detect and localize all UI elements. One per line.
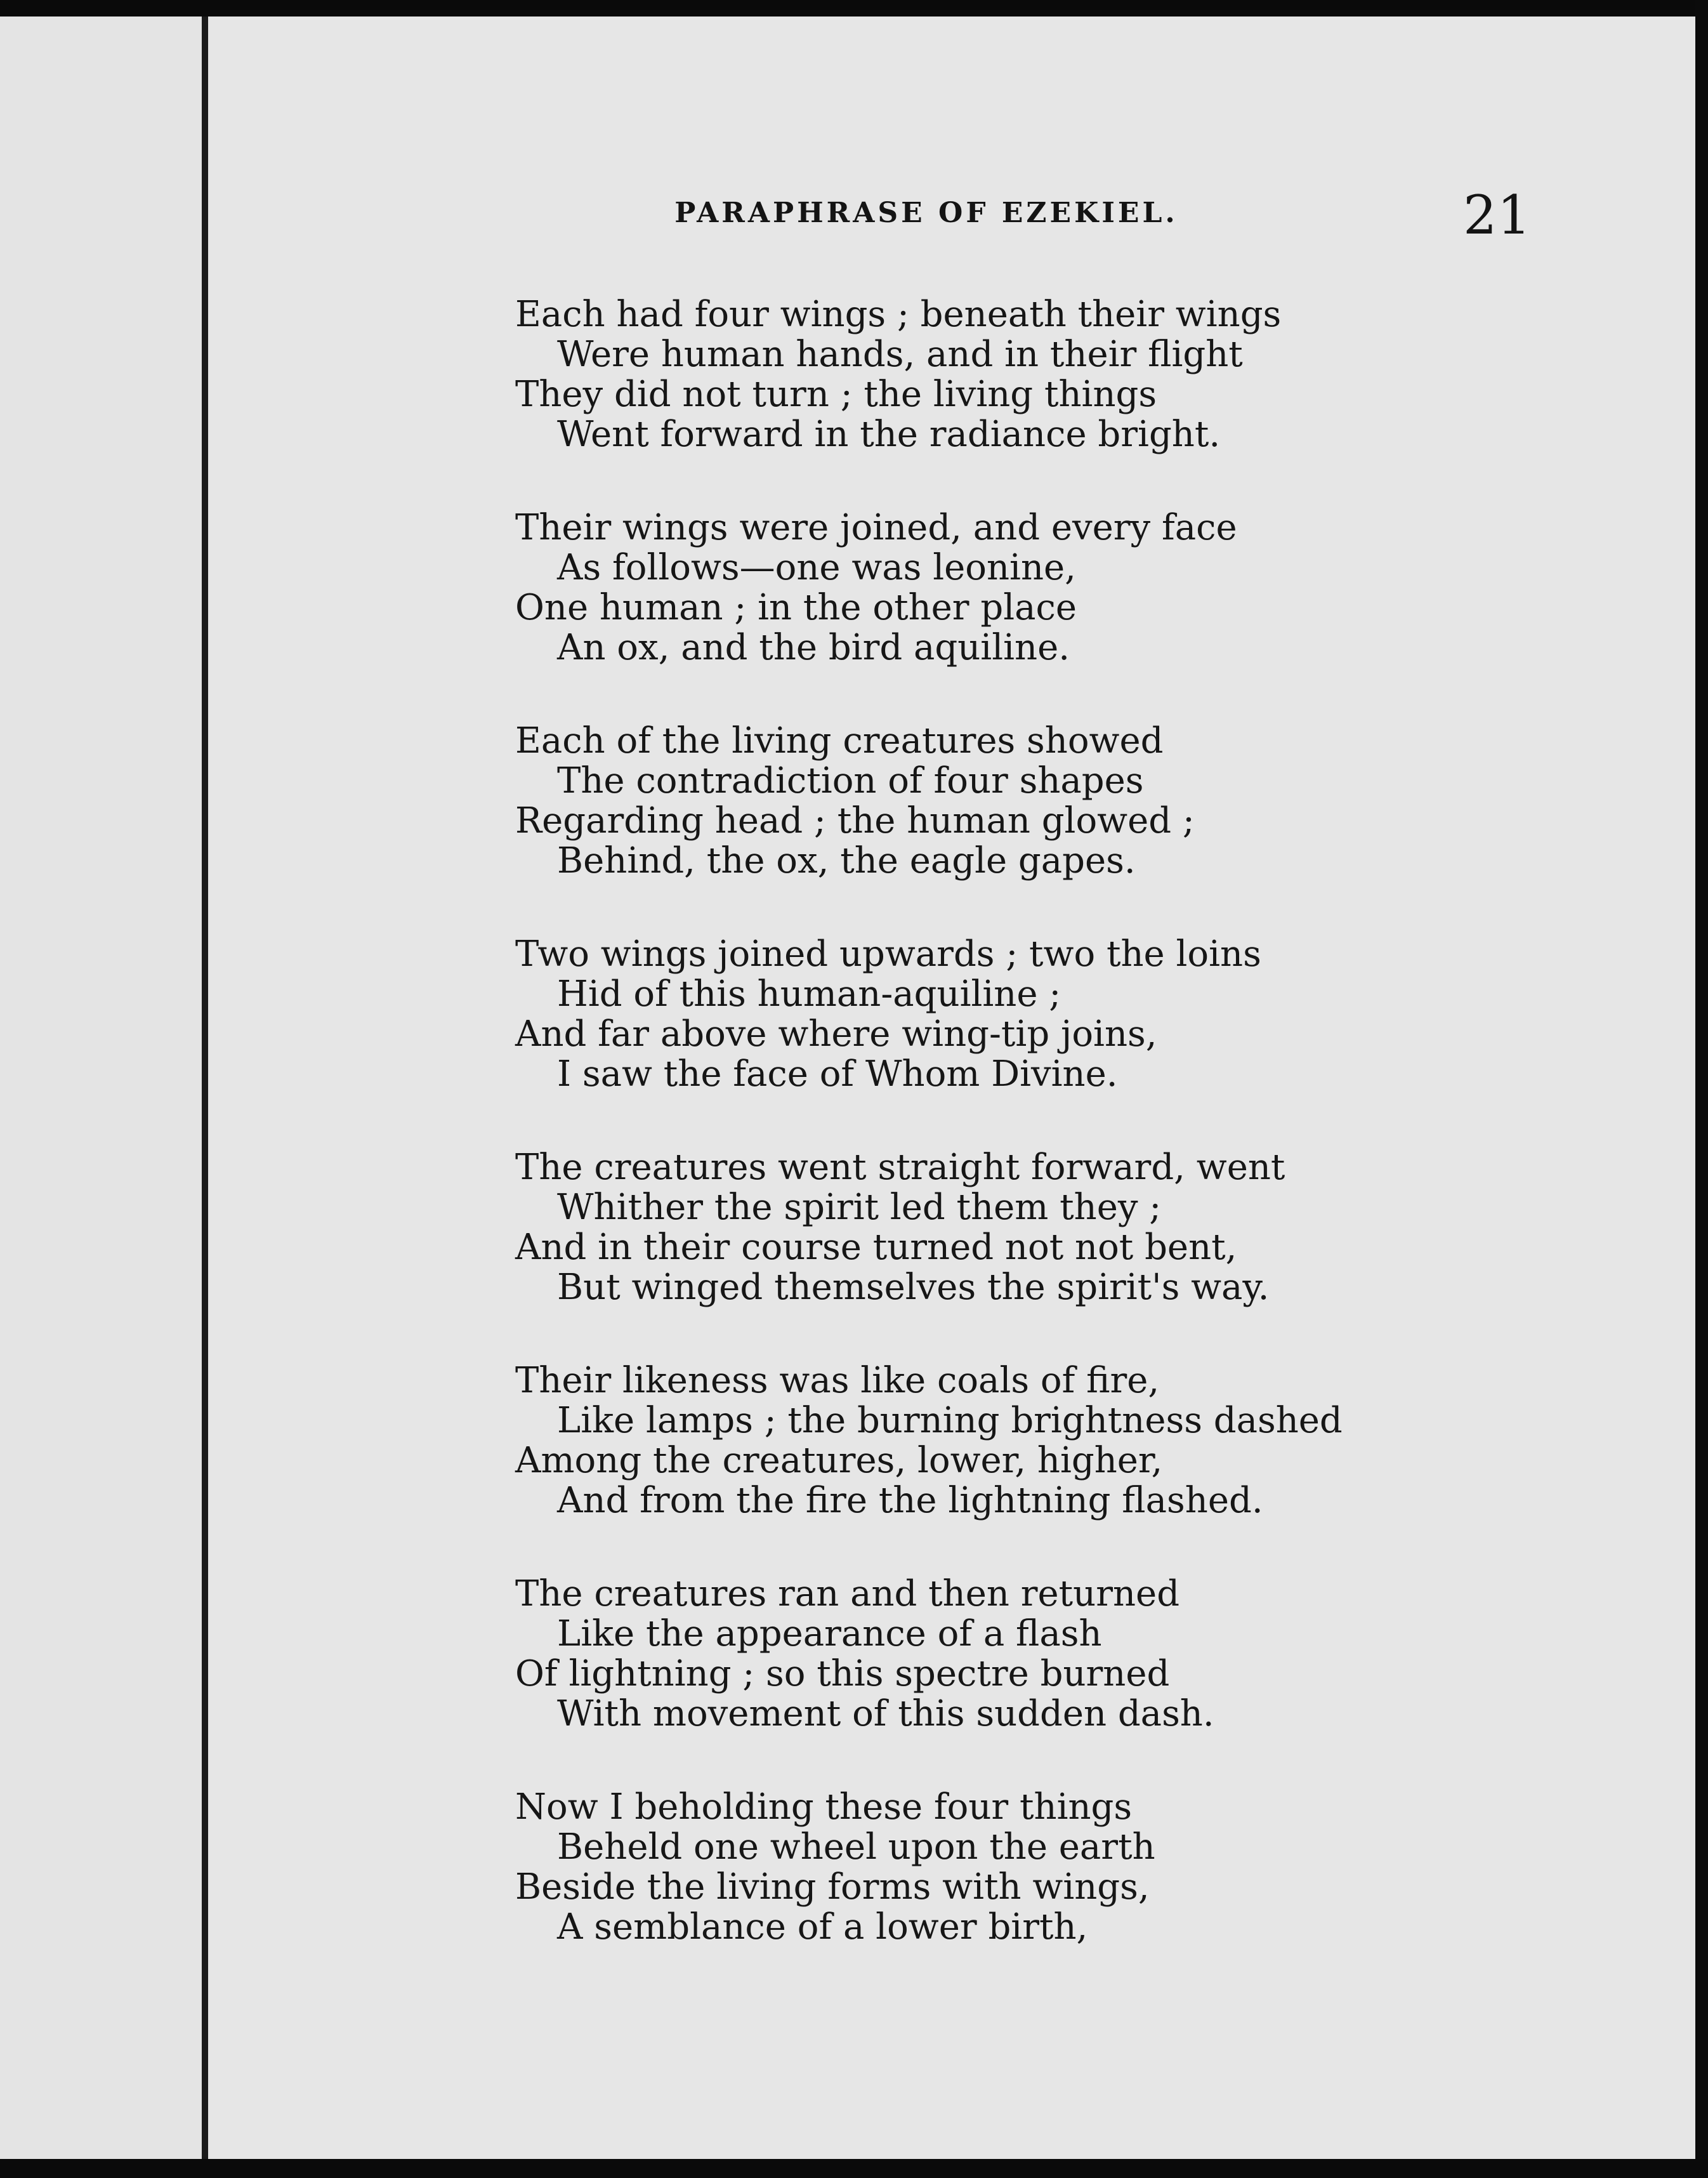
- poem-line: Were human hands, and in their flight: [557, 334, 1243, 375]
- poem-line: Beheld one wheel upon the earth: [557, 1826, 1155, 1868]
- poem-line: An ox, and the bird aquiline.: [557, 627, 1070, 668]
- poem-line: With movement of this sudden dash.: [557, 1693, 1214, 1734]
- poem-line: Whither the spirit led them they ;: [557, 1187, 1162, 1228]
- poem-line: The creatures went straight forward, went: [515, 1147, 1285, 1188]
- poem-line: Went forward in the radiance bright.: [557, 414, 1221, 455]
- scan-top-border: [0, 0, 1708, 16]
- stanza: [515, 721, 1657, 881]
- stanza: [515, 1147, 1657, 1307]
- running-head: PARAPHRASE OF EZEKIEL.: [674, 197, 1178, 229]
- stanza: [515, 934, 1657, 1094]
- facing-page-edge: [0, 16, 202, 2159]
- scan-bottom-border: [0, 2159, 1708, 2178]
- stanza: [515, 508, 1657, 668]
- poem-line: Two wings joined upwards ; two the loins: [515, 934, 1261, 975]
- poem-line: Their likeness was like coals of fire,: [515, 1360, 1160, 1401]
- poem-line: But winged themselves the spirit's way.: [557, 1267, 1270, 1308]
- stanza: [515, 1574, 1657, 1734]
- poem-line: The creatures ran and then returned: [515, 1573, 1180, 1614]
- poem-line: They did not turn ; the living things: [515, 374, 1157, 415]
- stanza: [515, 1787, 1657, 1947]
- page-number: 21: [1463, 184, 1531, 246]
- poem-line: Like lamps ; the burning brightness dashed: [557, 1400, 1343, 1441]
- poem-line: As follows—one was leonine,: [557, 547, 1076, 588]
- poem-line: Behind, the ox, the eagle gapes.: [557, 840, 1136, 881]
- poem-line: Regarding head ; the human glowed ;: [515, 800, 1195, 842]
- poem-line: Hid of this human-aquiline ;: [557, 974, 1061, 1015]
- poem-line: And far above where wing-tip joins,: [515, 1013, 1157, 1055]
- poem-line: Beside the living forms with wings,: [515, 1866, 1150, 1908]
- poem-line: I saw the face of Whom Divine.: [557, 1053, 1118, 1095]
- stanza: [515, 294, 1657, 454]
- poem-line: Like the appearance of a flash: [557, 1613, 1102, 1654]
- poem: [515, 294, 1657, 2000]
- poem-line: A semblance of a lower birth,: [557, 1906, 1088, 1948]
- stanza: [515, 1361, 1657, 1521]
- poem-line: Each had four wings ; beneath their wings: [515, 294, 1282, 335]
- poem-line: One human ; in the other place: [515, 587, 1077, 628]
- poem-line: Each of the living creatures showed: [515, 720, 1164, 762]
- poem-line: The contradiction of four shapes: [557, 760, 1144, 802]
- poem-line: Now I beholding these four things: [515, 1786, 1133, 1828]
- scan-right-border: [1695, 0, 1708, 2178]
- poem-line: And in their course turned not not bent,: [515, 1227, 1237, 1268]
- book-gutter: [202, 16, 208, 2159]
- poem-line: Their wings were joined, and every face: [515, 507, 1237, 548]
- poem-line: Of lightning ; so this spectre burned: [515, 1653, 1170, 1694]
- poem-line: Among the creatures, lower, higher,: [515, 1440, 1163, 1481]
- poem-line: And from the fire the lightning flashed.: [557, 1480, 1263, 1521]
